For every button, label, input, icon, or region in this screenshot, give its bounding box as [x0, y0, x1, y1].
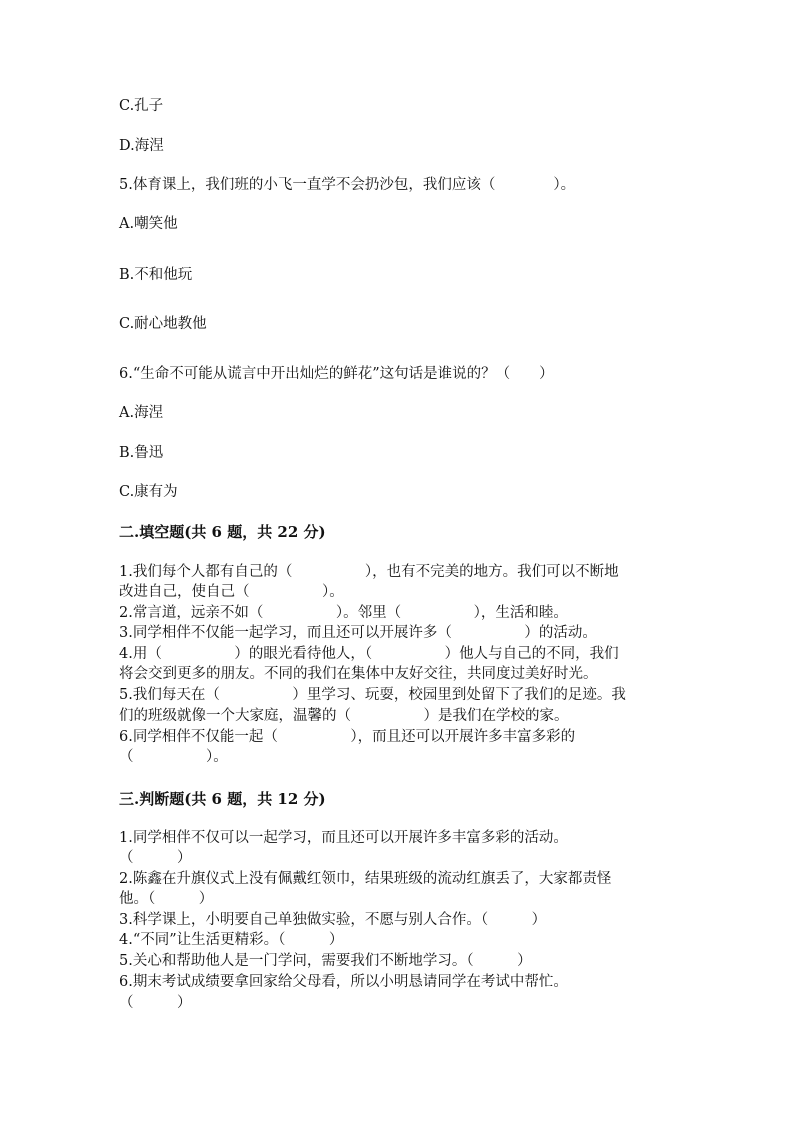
fill-line: 5.我们每天在（ ）里学习、玩耍，校园里到处留下了我们的足迹。我	[119, 687, 626, 703]
question-5-option-b: B.不和他玩	[119, 267, 193, 283]
judge-line: （ ）	[119, 850, 192, 866]
judge-line: 他。（ ）	[119, 891, 214, 907]
judge-line: （ ）	[119, 995, 192, 1011]
fill-line: 改进自己，使自己（ ）。	[119, 584, 344, 600]
fill-line: 6.同学相伴不仅能一起（ ），而且还可以开展许多丰富多彩的	[119, 729, 576, 745]
question-6-option-b: B.鲁迅	[119, 445, 164, 461]
fill-line: （ ）。	[119, 749, 228, 765]
judge-line: 6.期末考试成绩要拿回家给父母看，所以小明恳请同学在考试中帮忙。	[119, 974, 568, 990]
question-5-option-a: A.嘲笑他	[119, 216, 178, 232]
section-3-heading: 三.判断题(共 6 题，共 12 分)	[119, 790, 326, 808]
judge-line: 3.科学课上，小明要自己单独做实验，不愿与别人合作。（ ）	[119, 912, 547, 928]
judge-line: 2.陈鑫在升旗仪式上没有佩戴红领巾，结果班级的流动红旗丢了，大家都责怪	[119, 871, 612, 887]
judge-line: 4.“不同”让生活更精彩。（ ）	[119, 932, 344, 948]
judge-line: 1.同学相伴不仅可以一起学习，而且还可以开展许多丰富多彩的活动。	[119, 830, 568, 846]
section-2-heading: 二.填空题(共 6 题，共 22 分)	[119, 523, 326, 541]
question-6-option-c: C.康有为	[119, 484, 178, 500]
question-6: 6.“生命不可能从谎言中开出灿烂的鲜花”这句话是谁说的？（ ）	[119, 366, 554, 382]
judge-line: 5.关心和帮助他人是一门学问，需要我们不断地学习。（ ）	[119, 953, 532, 969]
fill-line: 将会交到更多的朋友。不同的我们在集体中友好交往，共同度过美好时光。	[119, 666, 598, 682]
option-c-confucius: C.孔子	[119, 98, 164, 114]
question-6-option-a: A.海涅	[119, 405, 164, 421]
fill-line: 3.同学相伴不仅能一起学习，而且还可以开展许多（ ）的活动。	[119, 625, 597, 641]
option-d-heine: D.海涅	[119, 138, 164, 154]
question-5-option-c: C.耐心地教他	[119, 316, 207, 332]
question-5: 5.体育课上，我们班的小飞一直学不会扔沙包，我们应该（ ）。	[119, 177, 576, 193]
fill-line: 4.用（ ）的眼光看待他人，（ ）他人与自己的不同，我们	[119, 646, 619, 662]
fill-line: 们的班级就像一个大家庭，温馨的（ ）是我们在学校的家。	[119, 708, 569, 724]
fill-line: 1.我们每个人都有自己的（ ），也有不完美的地方。我们可以不断地	[119, 564, 619, 580]
fill-line: 2.常言道，远亲不如（ ）。邻里（ ），生活和睦。	[119, 605, 568, 621]
